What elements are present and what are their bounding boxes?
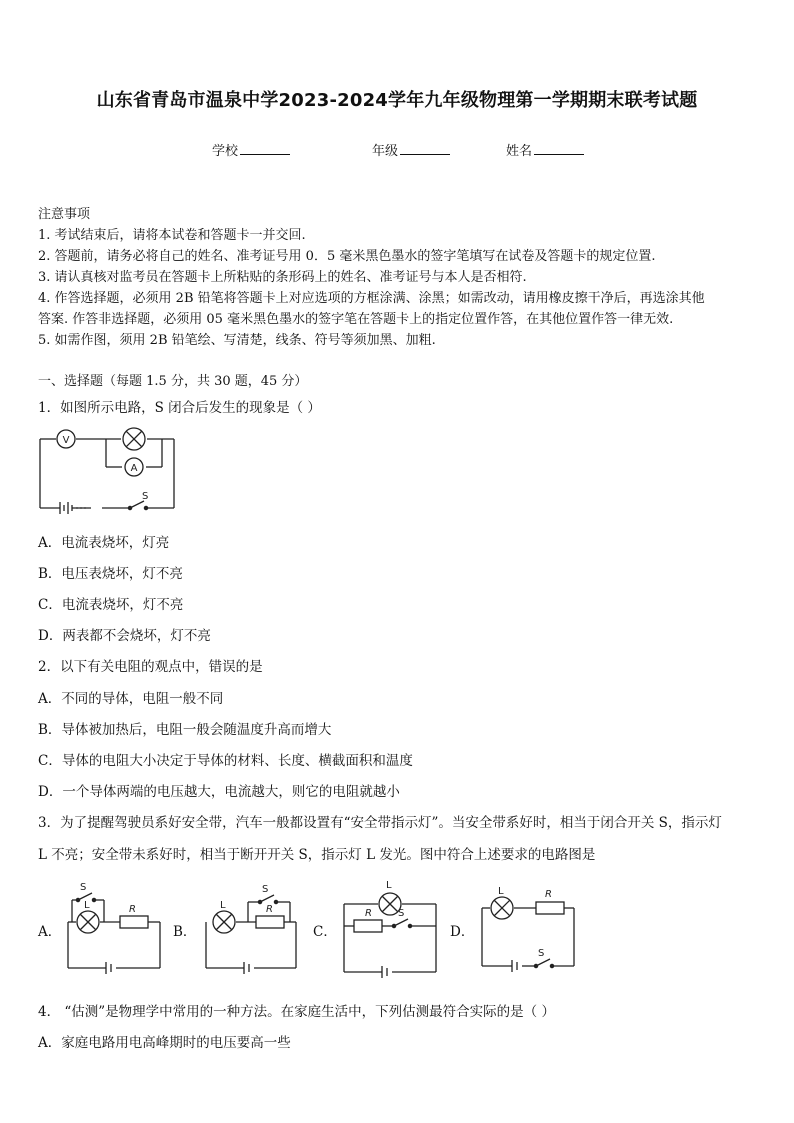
voltmeter-label: V (62, 435, 70, 446)
q1-option[interactable]: D．两表都不会烧坏，灯不亮 (38, 628, 211, 644)
lamp-icon (123, 428, 145, 450)
name-label: 姓名 (506, 144, 533, 159)
resistor-icon (256, 916, 284, 928)
q3-circuit-d[interactable] (476, 878, 580, 974)
resistor-label: R (129, 904, 136, 915)
q2-option[interactable]: D．一个导体两端的电压越大，电流越大，则它的电阻就越小 (38, 784, 400, 800)
exam-title: 山东省青岛市温泉中学2023-2024学年九年级物理第一学期期末联考试题 (96, 90, 698, 111)
school-field (212, 140, 290, 159)
q3-option-letter[interactable]: A． (38, 924, 62, 940)
q3-circuit-a[interactable] (62, 878, 166, 974)
notice-item: 4. 作答选择题，必须用 2B 铅笔将答题卡上对应选项的方框涂满、涂黑；如需改动，请用橡皮擦干净后，再选涂其他 (38, 291, 705, 306)
grade-blank[interactable] (400, 142, 450, 155)
switch-label: S (80, 882, 87, 893)
q4-stem: 4． “估测”是物理学中常用的一种方法。在家庭生活中，下列估测最符合实际的是（ ） (38, 1004, 555, 1020)
name-blank[interactable] (534, 142, 584, 155)
lamp-icon (491, 897, 513, 919)
q1-option[interactable]: C．电流表烧坏，灯不亮 (38, 597, 184, 613)
q1-option[interactable]: B．电压表烧坏，灯不亮 (38, 566, 183, 582)
lamp-label: L (220, 900, 226, 911)
resistor-icon (120, 916, 148, 928)
q2-option[interactable]: C．导体的电阻大小决定于导体的材料、长度、横截面积和温度 (38, 753, 413, 769)
lamp-label: L (386, 880, 392, 891)
q4-option[interactable]: A．家庭电路用电高峰期时的电压要高一些 (38, 1035, 291, 1051)
grade-label: 年级 (372, 144, 399, 159)
switch-label: S (538, 948, 545, 959)
resistor-label: R (266, 904, 273, 915)
switch-label: S (142, 491, 149, 502)
lamp-icon (77, 911, 99, 933)
resistor-icon (354, 920, 382, 932)
q3-circuit-c[interactable] (338, 874, 442, 978)
q3-option-letter[interactable]: D． (450, 924, 475, 940)
notice-item: 3. 请认真核对监考员在答题卡上所粘贴的条形码上的姓名、准考证号与本人是否相符. (38, 270, 527, 285)
notice-item: 2. 答题前，请务必将自己的姓名、准考证号用 0．5 毫米黑色墨水的签字笔填写在试卷及答题卡的规定位置. (38, 249, 656, 264)
q1-stem: 1．如图所示电路，S 闭合后发生的现象是（ ） (38, 400, 321, 416)
q2-option[interactable]: A．不同的导体，电阻一般不同 (38, 691, 224, 707)
grade-field (372, 140, 450, 159)
lamp-label: L (498, 886, 504, 897)
notice-item: 1. 考试结束后，请将本试卷和答题卡一并交回. (38, 228, 306, 243)
ammeter-label: A (130, 463, 138, 474)
school-label: 学校 (212, 144, 239, 159)
notice-heading: 注意事项 (38, 207, 91, 222)
resistor-icon (536, 902, 564, 914)
q2-stem: 2．以下有关电阻的观点中，错误的是 (38, 659, 263, 675)
q3-option-letter[interactable]: B． (173, 924, 197, 940)
resistor-label: R (545, 889, 552, 900)
notice-item: 5. 如需作图，须用 2B 铅笔绘、写清楚，线条、符号等须加黑、加粗. (38, 333, 436, 348)
q1-option[interactable]: A．电流表烧坏，灯亮 (38, 535, 170, 551)
lamp-label: L (84, 900, 90, 911)
q3-option-letter[interactable]: C． (313, 924, 337, 940)
switch-label: S (262, 884, 269, 895)
section-heading: 一、选择题（每题 1.5 分，共 30 题，45 分） (38, 374, 308, 389)
name-field (506, 140, 584, 159)
q1-circuit-diagram (36, 424, 182, 514)
resistor-label: R (365, 908, 372, 919)
lamp-icon (213, 911, 235, 933)
school-blank[interactable] (240, 142, 290, 155)
q3-stem: L 不亮；安全带未系好时，相当于断开开关 S，指示灯 L 发光。图中符合上述要求的电路图是 (38, 847, 596, 863)
q2-option[interactable]: B．导体被加热后，电阻一般会随温度升高而增大 (38, 722, 332, 738)
switch-label: S (398, 908, 405, 919)
q3-circuit-b[interactable] (200, 878, 304, 974)
q3-stem: 3．为了提醒驾驶员系好安全带，汽车一般都设置有“安全带指示灯”。当安全带系好时，相当于闭合开关 S，指示灯 (38, 815, 722, 831)
notice-item: 答案. 作答非选择题，必须用 05 毫米黑色墨水的签字笔在答题卡上的指定位置作答，在其他位置作答一律无效. (38, 312, 674, 327)
